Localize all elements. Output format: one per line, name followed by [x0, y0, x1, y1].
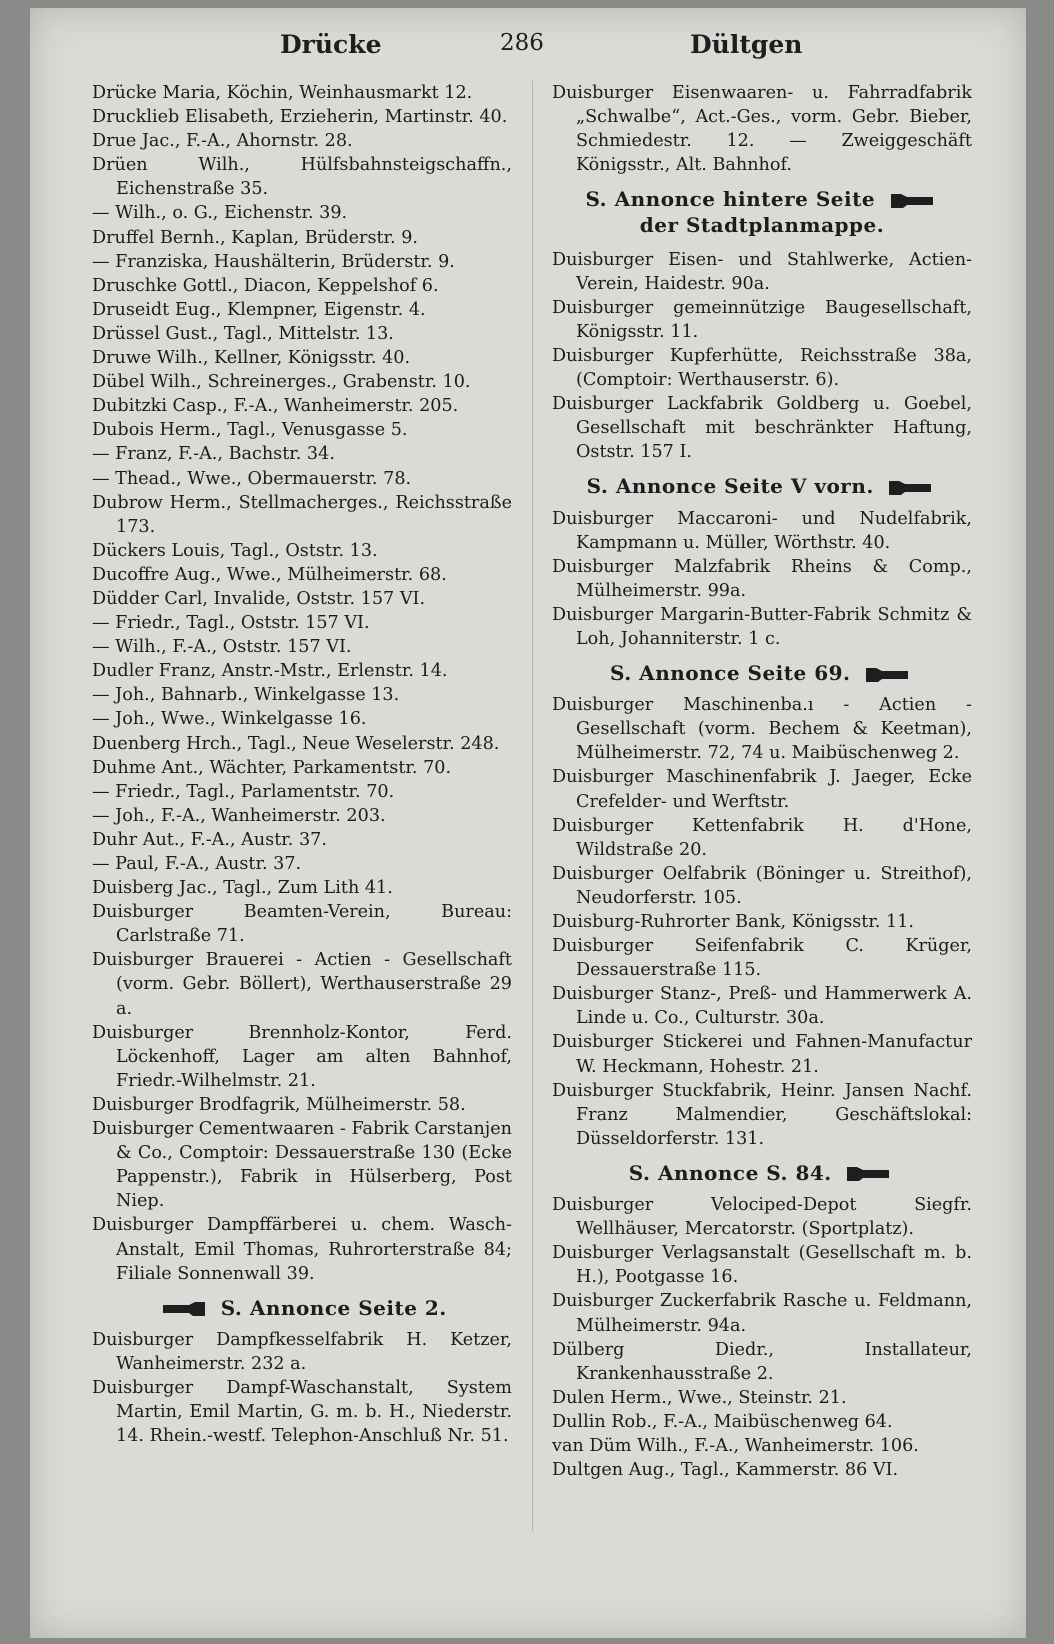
directory-entry: Drue Jac., F.-A., Ahornstr. 28. — [92, 131, 353, 152]
directory-entry: — Joh., Wwe., Winkelgasse 16. — [92, 709, 367, 730]
right-entries-c — [552, 507, 972, 652]
pointing-hand-icon — [845, 1166, 889, 1182]
directory-entry: — Joh., Bahnarb., Winkelgasse 13. — [92, 685, 400, 706]
left-entries-a — [92, 81, 512, 1286]
directory-entry: Drücke Maria, Köchin, Weinhausmarkt 12. — [92, 83, 473, 103]
header-right-keyword: Dültgen — [690, 30, 803, 59]
directory-entry: Dubois Herm., Tagl., Venusgasse 5. — [92, 420, 408, 441]
section-head-stadtplanmappe: der Stadtplanmappe. — [639, 213, 885, 238]
directory-entry: Ducoffre Aug., Wwe., Mülheimerstr. 68. — [92, 564, 447, 585]
directory-entry: Duisburger Lackfabrik Goldberg u. Goebel, Gesellschaft mit beschränkter Haftung, Oststr. 157 I. — [552, 394, 972, 463]
directory-entry: Dudler Franz, Anstr.-Mstr., Erlenstr. 14. — [92, 661, 448, 682]
directory-entry: Dultgen Aug., Tagl., Kammerstr. 86 VI. — [552, 1460, 899, 1481]
directory-entry: — Friedr., Tagl., Oststr. 157 VI. — [92, 613, 370, 634]
page-number: 286 — [500, 30, 544, 56]
book-page — [30, 8, 1026, 1638]
directory-entry: Duisburger Kettenfabrik H. d'Hone, Wildstraße 20. — [552, 815, 972, 860]
column-divider — [532, 81, 533, 1531]
directory-entry: Duhr Aut., F.-A., Austr. 37. — [92, 829, 327, 850]
directory-entry: Druffel Bernh., Kaplan, Brüderstr. 9. — [92, 227, 418, 248]
directory-entry: Duisburger Stuckfabrik, Heinr. Jansen Nachf. Franz Malmendier, Geschäftslokal: Düsseldorferstr. 131. — [552, 1080, 972, 1149]
right-entries-d — [552, 693, 972, 1151]
directory-entry: — Paul, F.-A., Austr. 37. — [92, 854, 302, 874]
directory-entry: Düdder Carl, Invalide, Oststr. 157 VI. — [92, 588, 426, 609]
directory-entry: Drüssel Gust., Tagl., Mittelstr. 13. — [92, 323, 394, 344]
directory-entry: Duhme Ant., Wächter, Parkamentstr. 70. — [92, 757, 452, 778]
directory-entry: Duisburger Eisenwaaren- u. Fahrradfabrik „Schwalbe“, Act.-Ges., vorm. Gebr. Bieber, Schmiedestr. 12. — Zweiggeschäft Königsstr., Alt. Bahnhof. — [552, 83, 972, 176]
directory-entry: Dubitzki Casp., F.-A., Wanheimerstr. 205. — [92, 396, 459, 417]
pointing-hand-icon — [889, 193, 933, 209]
directory-entry: Duisberg Jac., Tagl., Zum Lith 41. — [92, 878, 393, 899]
directory-entry: Duisburger Oelfabrik (Böninger u. Streithof), Neudorferstr. 105. — [552, 863, 972, 908]
directory-entry: Druwe Wilh., Kellner, Königsstr. 40. — [92, 348, 411, 369]
directory-entry: Duisburger Brauerei - Actien - Gesellschaft (vorm. Gebr. Böllert), Werthauserstraße 29 a. — [92, 950, 512, 1019]
section-head-seite-69 — [552, 661, 972, 685]
directory-entry: Duisburger Stickerei und Fahnen-Manufactur W. Heckmann, Hohestr. 21. — [552, 1032, 972, 1077]
directory-entry: Duisburger Cementwaaren - Fabrik Carstanjen & Co., Comptoir: Dessauerstraße 130 (Ecke Pappenstr.), Fabrik in Hülserberg, Post Niep. — [92, 1119, 512, 1212]
section-head-s-84 — [552, 1161, 972, 1185]
directory-entry: Dückers Louis, Tagl., Oststr. 13. — [92, 540, 378, 561]
header-left-keyword: Drücke — [280, 30, 382, 59]
directory-entry: Duisburger Brennholz-Kontor, Ferd. Löckenhoff, Lager am alten Bahnhof, Friedr.-Wilhelmstr. 21. — [92, 1022, 512, 1091]
directory-entry: Duisburger Maschinenfabrik J. Jaeger, Ecke Crefelder- und Werftstr. — [552, 767, 972, 812]
section-head-seite-v — [552, 474, 972, 498]
right-entries-e — [552, 1193, 972, 1482]
directory-entry: Duisburger Velociped-Depot Siegfr. Wellhäuser, Mercatorstr. (Sportplatz). — [552, 1195, 972, 1240]
left-column — [92, 81, 512, 1448]
directory-entry: Duisburger gemeinnützige Baugesellschaft, Königsstr. 11. — [552, 297, 972, 342]
directory-entry: Duisburger Verlagsanstalt (Gesellschaft m. b. H.), Pootgasse 16. — [552, 1243, 972, 1288]
directory-entry: Duisburger Kupferhütte, Reichsstraße 38a, (Comptoir: Werthauserstr. 6). — [552, 345, 972, 391]
directory-entry: — Franz, F.-A., Bachstr. 34. — [92, 444, 335, 465]
directory-entry: Duisburger Beamten-Verein, Bureau: Carlstraße 71. — [92, 902, 512, 947]
directory-entry: Duisburger Dampfkesselfabrik H. Ketzer, Wanheimerstr. 232 a. — [92, 1329, 512, 1374]
left-entries-b — [92, 1328, 512, 1448]
directory-entry: Duisburger Eisen- und Stahlwerke, Actien-Verein, Haidestr. 90a. — [552, 249, 972, 294]
directory-entry: Duisburger Dampf-Waschanstalt, System Martin, Emil Martin, G. m. b. H., Niederstr. 14. Rhein.-westf. Telephon-Anschluß Nr. 51. — [92, 1377, 512, 1447]
section-head-text: S. Annonce Seite 2. — [220, 1295, 447, 1320]
directory-entry: — Wilh., o. G., Eichenstr. 39. — [92, 203, 348, 224]
right-column — [552, 81, 972, 1482]
directory-entry: Dübel Wilh., Schreinerges., Grabenstr. 10. — [92, 372, 471, 393]
directory-entry: Drucklieb Elisabeth, Erzieherin, Martinstr. 40. — [92, 107, 508, 128]
directory-entry: Duisburger Maschinenba.ı - Actien - Gesellschaft (vorm. Bechem & Keetman), Mülheimerstr. 72, 74 u. Maibüschenweg 2. — [552, 695, 972, 764]
directory-entry: — Joh., F.-A., Wanheimerstr. 203. — [92, 805, 386, 826]
section-head-annonce-2 — [92, 1296, 512, 1320]
directory-entry: Duenberg Hrch., Tagl., Neue Weselerstr. 248. — [92, 733, 500, 754]
directory-entry: — Franziska, Haushälterin, Brüderstr. 9. — [92, 251, 455, 272]
right-entries-a — [552, 81, 972, 177]
section-head-hintere-seite — [552, 187, 972, 211]
section-head-text: S. Annonce S. 84. — [628, 1160, 832, 1185]
pointing-hand-icon — [864, 667, 908, 683]
directory-entry: Druschke Gottl., Diacon, Keppelshof 6. — [92, 275, 439, 296]
directory-entry: Druseidt Eug., Klempner, Eigenstr. 4. — [92, 299, 426, 320]
directory-entry: Duisburger Dampffärberei u. chem. Wasch-Anstalt, Emil Thomas, Ruhrorterstraße 84; Filiale Sonnenwall 39. — [92, 1215, 512, 1284]
directory-entry: Dubrow Herm., Stellmacherges., Reichsstraße 173. — [92, 492, 512, 537]
pointing-hand-icon — [887, 480, 931, 496]
pointing-hand-icon — [163, 1301, 207, 1317]
directory-entry: Duisburger Brodfagrik, Mülheimerstr. 58. — [92, 1094, 466, 1115]
directory-entry: Dülberg Diedr., Installateur, Krankenhausstraße 2. — [552, 1339, 972, 1384]
directory-entry: Duisburger Maccaroni- und Nudelfabrik, Kampmann u. Müller, Wörthstr. 40. — [552, 508, 972, 553]
directory-entry: Drüen Wilh., Hülfsbahnsteigschaffn., Eichenstraße 35. — [92, 155, 512, 200]
directory-entry: Duisburger Zuckerfabrik Rasche u. Feldmann, Mülheimerstr. 94a. — [552, 1291, 972, 1336]
directory-entry: Duisburger Seifenfabrik C. Krüger, Dessauerstraße 115. — [552, 936, 972, 981]
directory-entry: Duisburg-Ruhrorter Bank, Königsstr. 11. — [552, 912, 914, 932]
section-head-text: S. Annonce hintere Seite — [585, 187, 876, 212]
right-entries-b — [552, 248, 972, 465]
directory-entry: Dulen Herm., Wwe., Steinstr. 21. — [552, 1387, 847, 1408]
section-head-text: S. Annonce Seite 69. — [610, 661, 851, 686]
directory-entry: Duisburger Margarin-Butter-Fabrik Schmitz & Loh, Johanniterstr. 1 c. — [552, 604, 972, 649]
directory-entry: Duisburger Malzfabrik Rheins & Comp., Mülheimerstr. 99a. — [552, 556, 972, 601]
directory-entry: Dullin Rob., F.-A., Maibüschenweg 64. — [552, 1411, 893, 1432]
page-header — [30, 30, 1026, 70]
directory-entry: van Düm Wilh., F.-A., Wanheimerstr. 106. — [552, 1435, 919, 1456]
directory-entry: — Thead., Wwe., Obermauerstr. 78. — [92, 468, 412, 489]
directory-entry: Duisburger Stanz-, Preß- und Hammerwerk A. Linde u. Co., Culturstr. 30a. — [552, 984, 972, 1029]
section-head-text: S. Annonce Seite V vorn. — [586, 474, 874, 499]
directory-entry: — Friedr., Tagl., Parlamentstr. 70. — [92, 781, 395, 802]
directory-entry: — Wilh., F.-A., Oststr. 157 VI. — [92, 637, 352, 658]
